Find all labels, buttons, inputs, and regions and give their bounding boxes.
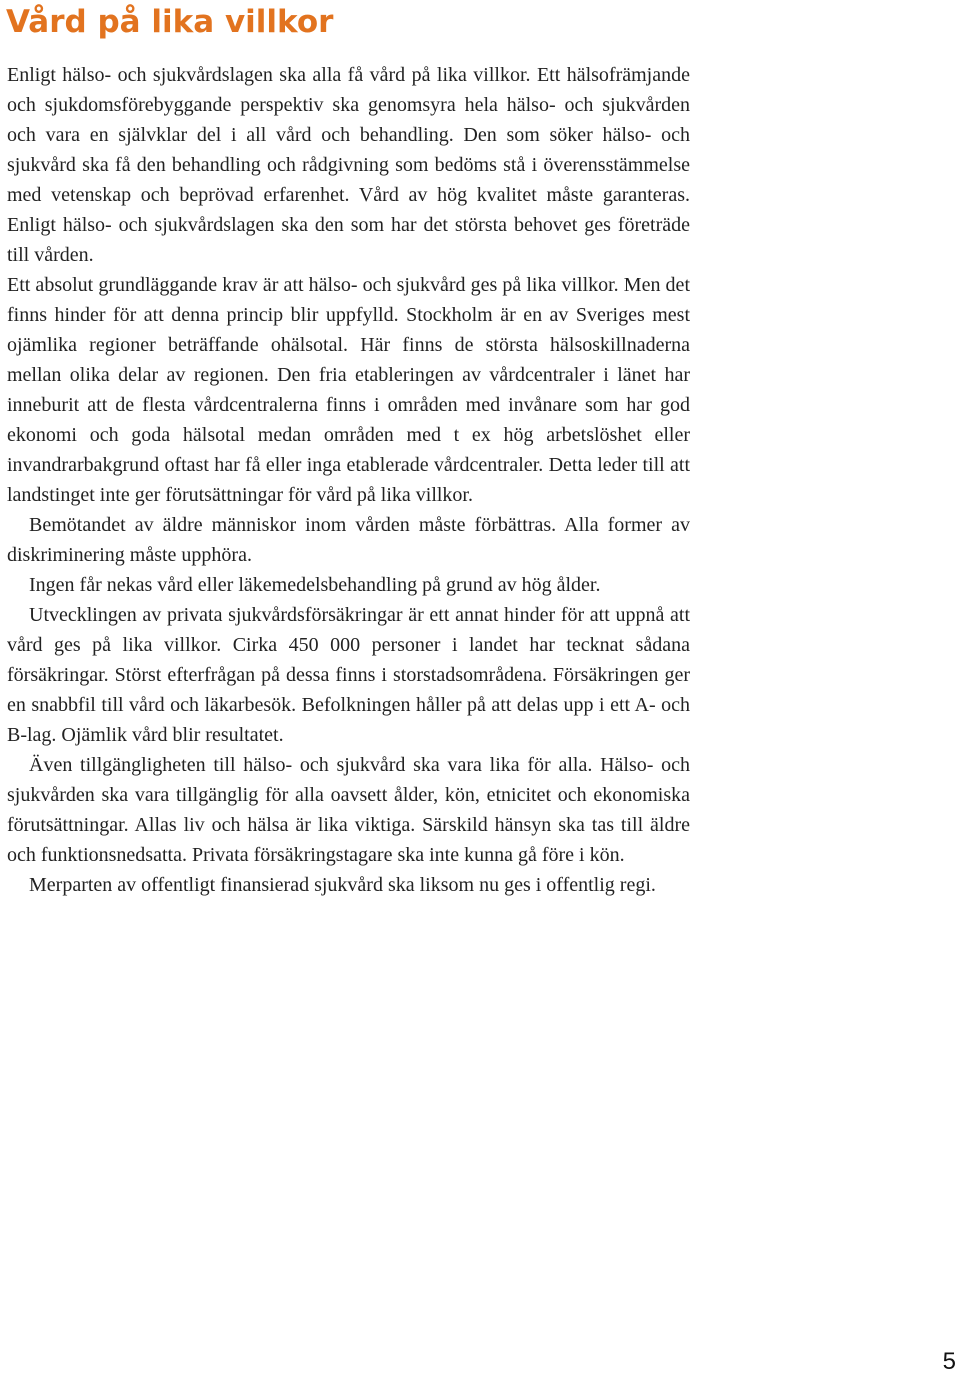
paragraph: Ett absolut grundläggande krav är att hälso- och sjukvård ges på lika villkor. Men det finns hinder för att denna princip blir uppfylld. Stockholm är en av Sveriges mest ojämlika regioner beträffande ohälsotal. Här finns de största hälsoskillnaderna mellan olika delar av regionen. Den fria etableringen av vårdcentraler i länet har inneburit att de flesta vårdcentralerna finns i områden med invånare som har god ekonomi och goda hälsotal medan områden med t ex hög arbetslöshet eller invandrarbakgrund oftast har få eller inga etablerade vårdcentraler. Detta leder till att landstinget inte ger förutsättningar för vård på lika villkor. [7, 274, 690, 506]
paragraph: Även tillgängligheten till hälso- och sjukvård ska vara lika för alla. Hälso- och sjukvården ska vara tillgänglig för alla oavsett ålder, kön, etnicitet och ekonomiska förutsättningar. Allas liv och hälsa är lika viktiga. Särskild hänsyn ska tas till äldre och funktionsnedsatta. Privata försäkringstagare ska inte kunna gå före i kön. [7, 754, 690, 866]
body-text [7, 60, 690, 900]
paragraph: Ingen får nekas vård eller läkemedelsbehandling på grund av hög ålder. [29, 574, 601, 596]
page-number: 5 [942, 1348, 956, 1375]
paragraph: Merparten av offentligt finansierad sjukvård ska liksom nu ges i offentlig regi. [29, 874, 656, 896]
paragraph: Utvecklingen av privata sjukvårdsförsäkringar är ett annat hinder för att uppnå att vård ges på lika villkor. Cirka 450 000 personer i landet har tecknat sådana försäkringar. Störst efterfrågan på dessa finns i storstadsområdena. Försäkringen ger en snabbfil till vård och läkarbesök. Befolkningen håller på att delas upp i ett A- och B-lag. Ojämlik vård blir resultatet. [7, 604, 690, 746]
page-title: Vård på lika villkor [6, 4, 334, 40]
paragraph: Bemötandet av äldre människor inom vården måste förbättras. Alla former av diskriminering måste upphöra. [7, 514, 690, 566]
paragraph: Enligt hälso- och sjukvårdslagen ska alla få vård på lika villkor. Ett hälsofrämjande och sjukdomsförebyggande perspektiv ska genomsyra hela hälso- och sjukvården och vara en självklar del i all vård och behandling. Den som söker hälso- och sjukvård ska få den behandling och rådgivning som bedöms stå i överensstämmelse med vetenskap och beprövad erfarenhet. Vård av hög kvalitet måste garanteras. Enligt hälso- och sjukvårdslagen ska den som har det största behovet ges företräde till vården. [7, 64, 690, 266]
